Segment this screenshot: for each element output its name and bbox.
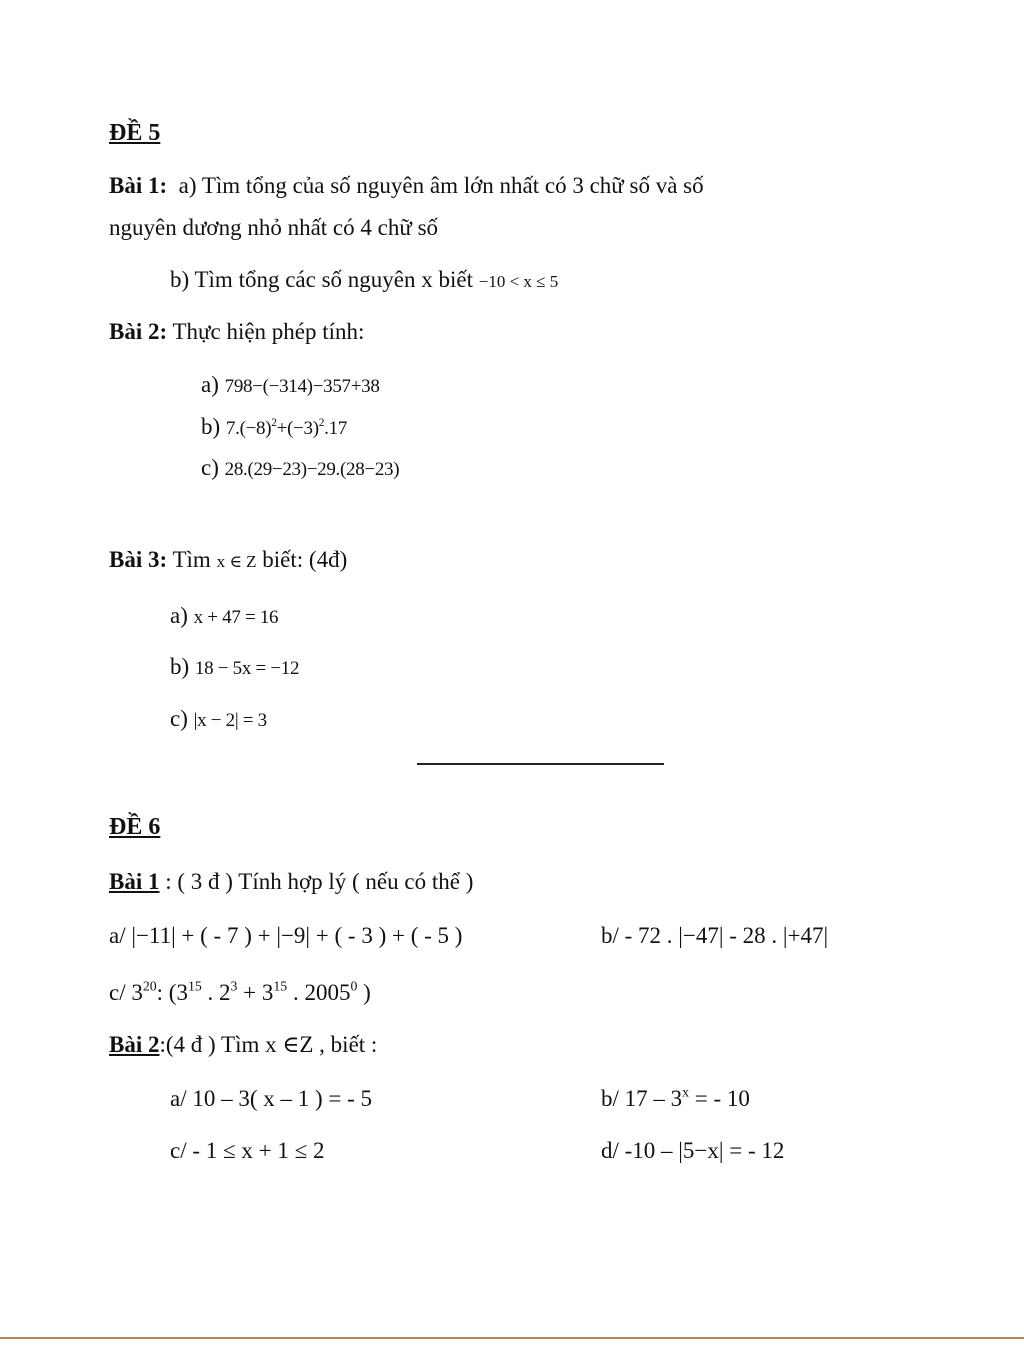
de5-bai2-item-a (201, 370, 380, 402)
de5-bai3-item-a (170, 601, 278, 633)
item-label: a) (201, 372, 219, 397)
item-label: b) (201, 414, 221, 439)
de5-bai3-label: Bài 3: (109, 547, 168, 572)
math-expression: $7.(-8)^2+(-3)^2.17$ (225, 417, 348, 439)
de6-bai2-title: :(4 đ ) Tìm x ∈Z , biết : (159, 1032, 378, 1057)
de5-bai2-item-c (201, 453, 399, 485)
de6-bai1-b: b/ - 72 . |−47| - 28 . |+47| (601, 923, 829, 948)
de6-bai1-title: : ( 3 đ ) Tính hợp lý ( nếu có thể ) (165, 869, 474, 894)
de5-bai1-a-text: a) Tìm tổng của số nguyên âm lớn nhất có 3 chữ số và số (178, 173, 704, 198)
de6-title: ĐỀ 6 (109, 814, 161, 840)
de5-bai1-b-text: b) Tìm tổng các số nguyên x biết (170, 267, 473, 292)
section-divider (417, 763, 664, 765)
item-label: c) (170, 706, 188, 731)
de6-bai2-b: b/ $17 - 3^x$ = - 10 (601, 1084, 750, 1111)
de5-bai3-title-post: biết: (4đ) (262, 547, 348, 572)
de6-bai1-label: Bài 1 (109, 869, 160, 894)
de5-bai2-title: Thực hiện phép tính: (172, 319, 365, 344)
math-expression: 28.(29−23)−29.(28−23) (224, 459, 400, 480)
de6-bai2-c: c/ - 1 ≤ x + 1 ≤ 2 (170, 1138, 325, 1163)
page-bottom-border (0, 1337, 1024, 1339)
de5-bai1-b-line (170, 265, 558, 297)
de5-title: ĐỀ 5 (109, 120, 161, 146)
de5-bai3-item-b (170, 652, 299, 684)
math-expression: 798−(−314)−357+38 (224, 376, 380, 397)
item-label: b) (170, 654, 190, 679)
de5-bai1-line1 (109, 171, 704, 201)
de5-bai3-heading (109, 545, 347, 577)
de6-bai2-heading (109, 1030, 377, 1060)
de6-bai1-c: c/ $3^{20}$: ($3^{15}$ . $2^3 + 3^{15}$ . 2005$^0$ ) (109, 978, 371, 1005)
de5-bai3-title-math: x ∈ Z (216, 552, 257, 571)
de6-bai1-a: a/ |−11| + ( - 7 ) + |−9| + ( - 3 ) + ( - 5 ) (109, 923, 463, 948)
de5-bai2-item-b (201, 412, 347, 444)
de5-bai1-a-cont: nguyên dương nhỏ nhất có 4 chữ số (109, 215, 439, 240)
de6-bai2-label: Bài 2 (109, 1032, 160, 1057)
item-label: c) (201, 455, 219, 480)
de5-bai2-heading (109, 317, 364, 347)
math-expression: x + 47 = 16 (193, 607, 279, 628)
de5-bai3-item-c (170, 704, 267, 736)
de5-bai3-title-pre: Tìm (172, 547, 211, 572)
item-label: a) (170, 603, 188, 628)
de6-bai2-a: a/ 10 – 3( x – 1 ) = - 5 (170, 1086, 373, 1111)
de6-bai2-d: d/ -10 – |5−x| = - 12 (601, 1138, 785, 1163)
de5-bai1-label: Bài 1: (109, 173, 168, 198)
math-expression: |x − 2| = 3 (193, 710, 267, 731)
de5-bai1-b-math: −10 < x ≤ 5 (478, 272, 559, 291)
math-expression: 18 − 5x = −12 (194, 658, 300, 679)
de6-bai1-heading (109, 867, 473, 897)
de5-bai2-label: Bài 2: (109, 319, 168, 344)
